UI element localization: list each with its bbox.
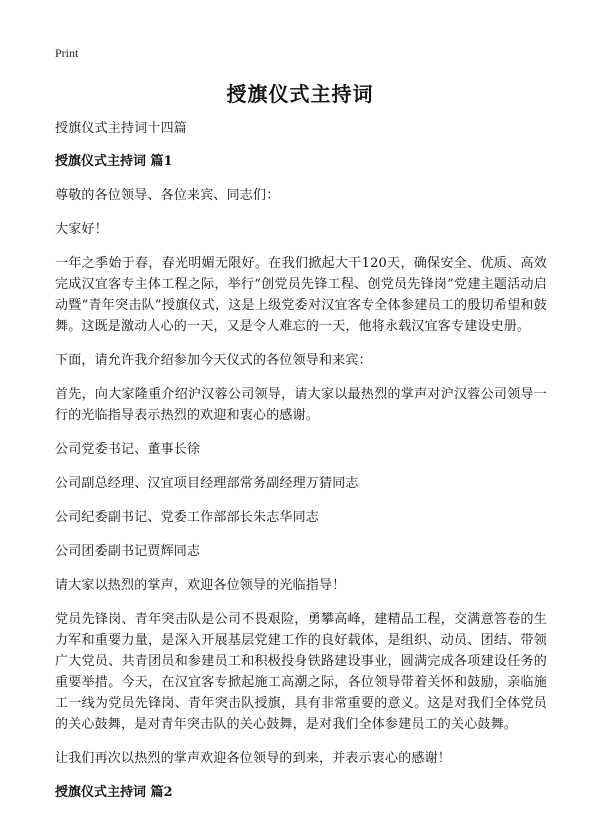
paragraph-company-leaders: 首先，向大家隆重介绍沪汉蓉公司领导，请大家以最热烈的掌声对沪汉蓉公司领导一行的光临指导表示热烈的欢迎和衷心的感谢。	[55, 387, 547, 423]
paragraph-guest-3: 公司纪委副书记、党委工作部部长朱志华同志	[55, 510, 320, 525]
paragraph-introduce-guests: 下面，请允许我介绍参加今天仪式的各位领导和来宾：	[55, 353, 372, 368]
paragraph-thanks: 让我们再次以热烈的掌声欢迎各位领导的到来，并表示衷心的感谢！	[55, 751, 452, 766]
paragraph-welcome: 请大家以热烈的掌声，欢迎各位领导的光临指导！	[55, 578, 346, 593]
paragraph-guest-1: 公司党委书记、董事长徐	[55, 442, 201, 457]
document-body	[55, 118, 547, 816]
paragraph-hello: 大家好！	[55, 222, 108, 237]
paragraph-guest-2: 公司副总经理、汉宜项目经理部常务副经理万猜同志	[55, 476, 359, 491]
document-subtitle: 授旗仪式主持词十四篇	[55, 121, 188, 136]
page-title: 授旗仪式主持词	[226, 82, 374, 106]
paragraph-guest-4: 公司团委副书记贾辉同志	[55, 544, 201, 559]
print-link[interactable]: Print	[55, 46, 79, 60]
section-heading-1: 授旗仪式主持词 篇1	[55, 154, 173, 169]
paragraph-significance: 党员先锋岗、青年突击队是公司不畏艰险，勇攀高峰，建精品工程，交满意答卷的生力军和重要力量，是深入开展基层党建工作的良好载体，是组织、动员、团结、带领广大党员、共青团员和参建员工和积极投身铁路建设事业，圆满完成各项建设任务的重要举措。今天，在汉宜客专掀起施工高潮之际，各位领导带着关怀和鼓励，亲临施工一线为党员先锋岗、青年突击队授旗，具有非常重要的意义。这是对我们全体党员的关心鼓舞，是对青年突击队的关心鼓舞，是对我们全体参建员工的关心鼓舞。	[55, 612, 547, 732]
paragraph-greeting: 尊敬的各位领导、各位来宾、同志们：	[55, 188, 280, 203]
section-heading-2: 授旗仪式主持词 篇2	[55, 785, 173, 800]
paragraph-intro: 一年之季始于春，春光明媚无限好。在我们掀起大干120天，确保安全、优质、高效完成汉宜客专主体工程之际，举行“创党员先锋工程、创党员先锋岗”党建主题活动启动暨“青年突击队”授旗仪式，这是上级党委对汉宜客专全体参建员工的殷切希望和鼓舞。这既是激动人心的一天，又是令人难忘的一天，他将永载汉宜客专建设史册。	[55, 256, 547, 334]
